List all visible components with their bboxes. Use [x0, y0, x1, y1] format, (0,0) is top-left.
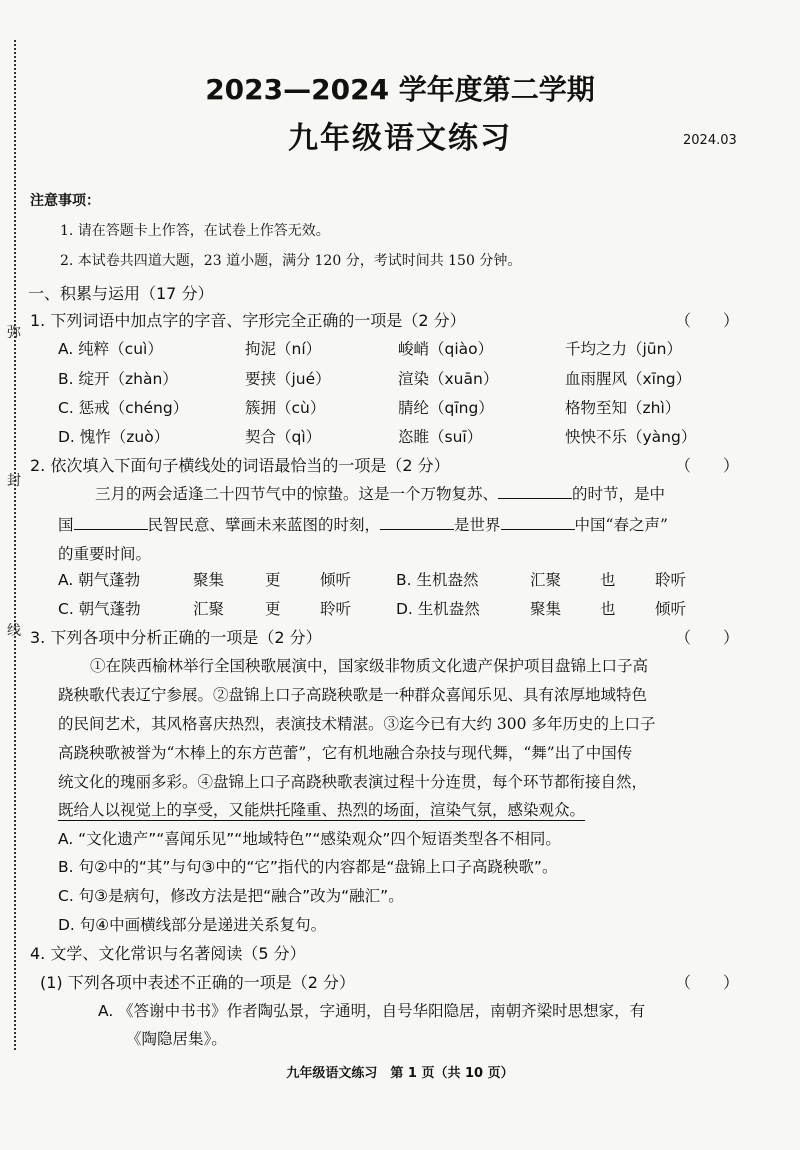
q2-blank-2: [74, 515, 148, 530]
q3-option-c: C. 句③是病句，修改方法是把“融合”改为“融汇”。: [58, 887, 404, 905]
binding-label-mi: 弥: [7, 325, 21, 341]
q3-option-a: A. “文化遗产”“喜闻乐见”“地域特色”“感染观众”四个短语类型各不相同。: [58, 830, 561, 848]
q3-passage-line-6-underlined: 既给人以视觉上的享受，又能烘托隆重、热烈的场面，渲染气氛，感染观众。: [58, 798, 585, 821]
question-3-stem: 3. 下列各项中分析正确的一项是（2 分）: [30, 628, 322, 647]
q1-option-c-3: 腈纶（qīng）: [398, 399, 494, 417]
q3-option-d: D. 句④中画横线部分是递进关系复句。: [58, 916, 327, 934]
q2-line1-text-b: 的时节，是中: [572, 485, 666, 503]
q1-option-b-3: 渲染（xuān）: [398, 370, 499, 388]
q1-option-d-3: 恣睢（suī）: [398, 428, 483, 446]
notice-item-2: 2. 本试卷共四道大题，23 道小题，满分 120 分，考试时间共 150 分钟。: [60, 253, 522, 269]
q2-line2-text-b: 民智民意、擘画未来蓝图的时刻，: [147, 516, 381, 534]
q2-option-a-4: 倾听: [320, 571, 352, 589]
q4-option-a-line-2: 《陶隐居集》。: [126, 1030, 227, 1048]
question-1-stem: 1. 下列词语中加点字的字音、字形完全正确的一项是（2 分）: [30, 311, 466, 330]
q3-option-b: B. 句②中的“其”与句③中的“它”指代的内容都是“盘锦上口子高跷秧歌”。: [58, 858, 558, 876]
question-4-sub-1-answer-paren: （ ）: [675, 973, 740, 992]
q2-option-a-2: 聚集: [193, 571, 225, 589]
q1-option-a-1: A. 纯粹（cuì）: [58, 340, 163, 358]
q3-passage-line-2: 跷秧歌代表辽宁参展。②盘锦上口子高跷秧歌是一种群众喜闻乐见、具有浓厚地域特色: [58, 686, 648, 704]
q4-option-a-line-1: A. 《答谢中书书》作者陶弘景，字通明，自号华阳隐居，南朝齐梁时思想家，有: [98, 1002, 646, 1020]
q2-blank-1: [498, 484, 572, 499]
q2-option-a-3: 更: [265, 571, 281, 589]
q2-line2-text-a: 国: [58, 516, 74, 534]
q1-option-b-2: 要挟（jué）: [245, 370, 331, 388]
q2-option-d-4: 倾听: [655, 600, 687, 618]
q1-option-c-2: 簇拥（cù）: [245, 399, 326, 417]
page-footer: 九年级语文练习 第 1 页（共 10 页）: [286, 1066, 514, 1081]
q2-option-a-1: A. 朝气蓬勃: [58, 571, 141, 589]
q1-option-a-4: 千均之力（jūn）: [565, 340, 682, 358]
binding-dotted-line: [14, 40, 16, 1050]
q2-option-d-1: D. 生机盎然: [396, 600, 480, 618]
q2-option-c-2: 汇聚: [193, 600, 225, 618]
q1-option-c-1: C. 惩戒（chéng）: [58, 399, 189, 417]
q2-option-b-1: B. 生机盎然: [396, 571, 479, 589]
q2-blank-4: [501, 515, 575, 530]
q1-option-a-3: 峻峭（qiào）: [398, 340, 494, 358]
q2-passage-line-1: [95, 482, 665, 504]
q2-option-b-4: 聆听: [655, 571, 687, 589]
q2-option-c-4: 聆听: [320, 600, 352, 618]
q3-passage-line-1: ①在陕西榆林举行全国秧歌展演中，国家级非物质文化遗产保护项目盘锦上口子高: [90, 657, 649, 675]
question-3-answer-paren: （ ）: [675, 628, 740, 647]
q1-option-b-4: 血雨腥风（xīng）: [565, 370, 692, 388]
section-1-title: 一、积累与运用（17 分）: [28, 284, 214, 303]
exam-subject-title: 九年级语文练习: [288, 121, 512, 156]
q2-passage-line-2: [58, 513, 668, 535]
q1-option-d-2: 契合（qì）: [245, 428, 322, 446]
q2-option-c-3: 更: [265, 600, 281, 618]
question-4-sub-1-stem: (1) 下列各项中表述不正确的一项是（2 分）: [40, 973, 356, 992]
q3-passage-line-4: 高跷秧歌被誉为“木棒上的东方芭蕾”，它有机地融合杂技与现代舞，“舞”出了中国传: [58, 744, 633, 762]
q2-option-b-2: 汇聚: [530, 571, 562, 589]
notice-item-1: 1. 请在答题卡上作答，在试卷上作答无效。: [60, 223, 330, 239]
q1-option-a-2: 拘泥（ní）: [245, 340, 322, 358]
exam-term-title: 2023—2024 学年度第二学期: [205, 73, 595, 106]
exam-date: 2024.03: [683, 133, 737, 148]
notice-title: 注意事项：: [30, 193, 100, 209]
question-2-answer-paren: （ ）: [675, 456, 740, 475]
question-4-stem: 4. 文学、文化常识与名著阅读（5 分）: [30, 944, 306, 963]
q1-option-d-4: 怏怏不乐（yàng）: [565, 428, 697, 446]
q1-option-d-1: D. 愧怍（zuò）: [58, 428, 170, 446]
binding-label-xian: 线: [7, 623, 21, 639]
q3-passage-line-3: 的民间艺术，其风格喜庆热烈，表演技术精湛。③迄今已有大约 300 多年历史的上口子: [58, 715, 656, 733]
q2-passage-line-3: 的重要时间。: [58, 545, 152, 563]
q2-option-d-2: 聚集: [530, 600, 562, 618]
q2-option-c-1: C. 朝气蓬勃: [58, 600, 141, 618]
q2-line1-text-a: 三月的两会适逢二十四节气中的惊蛰。这是一个万物复苏、: [95, 485, 499, 503]
q1-option-b-1: B. 绽开（zhàn）: [58, 370, 178, 388]
binding-label-feng: 封: [7, 473, 21, 489]
q2-line2-text-c: 是世界: [454, 516, 501, 534]
q2-option-b-3: 也: [600, 571, 616, 589]
q2-line2-text-d: 中国“春之声”: [574, 516, 668, 534]
question-2-stem: 2. 依次填入下面句子横线处的词语最恰当的一项是（2 分）: [30, 456, 450, 475]
q2-option-d-3: 也: [600, 600, 616, 618]
q1-option-c-4: 格物至知（zhì）: [565, 399, 681, 417]
question-1-answer-paren: （ ）: [675, 311, 740, 330]
q2-blank-3: [380, 515, 454, 530]
q3-passage-line-5: 统文化的瑰丽多彩。④盘锦上口子高跷秧歌表演过程十分连贯，每个环节都衔接自然，: [58, 773, 648, 791]
